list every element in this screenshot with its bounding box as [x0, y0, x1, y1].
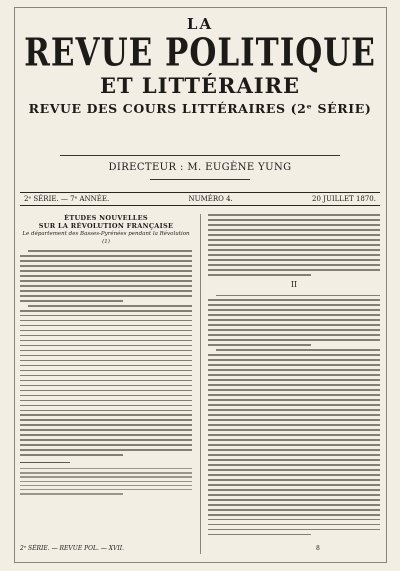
- masthead-subtitle: ET LITTÉRAIRE: [99, 73, 301, 98]
- right-column-text: [208, 295, 380, 536]
- right-column-text-top: [208, 214, 380, 276]
- director-line: DIRECTEUR : M. EUGÈNE YUNG: [108, 162, 292, 173]
- right-column: [208, 214, 380, 539]
- director-rule: [150, 179, 250, 180]
- article-heading: ÉTUDES NOUVELLES: [64, 214, 148, 222]
- article-subheading: Le département des Basses-Pyrénées pendant la Révolution (1): [22, 231, 190, 245]
- left-column-text: [20, 250, 192, 456]
- masthead-la: LA: [186, 15, 214, 33]
- issue-series: 2ᵉ SÉRIE. — 7ᵉ ANNÉE.: [24, 195, 110, 203]
- masthead-subtitle-series: REVUE DES COURS LITTÉRAIRES (2ᵉ SÉRIE): [28, 101, 372, 116]
- masthead-title: REVUE POLITIQUE: [24, 30, 376, 76]
- left-column: [20, 214, 192, 497]
- section-numeral: II: [290, 279, 298, 289]
- left-footnotes: [20, 468, 192, 495]
- footnote-rule: [20, 462, 70, 463]
- article-heading-2: SUR LA RÉVOLUTION FRANÇAISE: [38, 222, 174, 230]
- page-footer-number: 8: [316, 545, 320, 552]
- masthead: [0, 16, 400, 116]
- issue-info-bar: [20, 192, 380, 206]
- page-footer-signature: 2ᵉ SÉRIE. — REVUE POL. — XVII.: [20, 545, 125, 552]
- column-divider: [200, 214, 201, 554]
- issue-number: NUMÉRO 4.: [188, 195, 233, 203]
- issue-date: 20 JUILLET 1870.: [312, 195, 376, 203]
- masthead-rule: [60, 155, 340, 156]
